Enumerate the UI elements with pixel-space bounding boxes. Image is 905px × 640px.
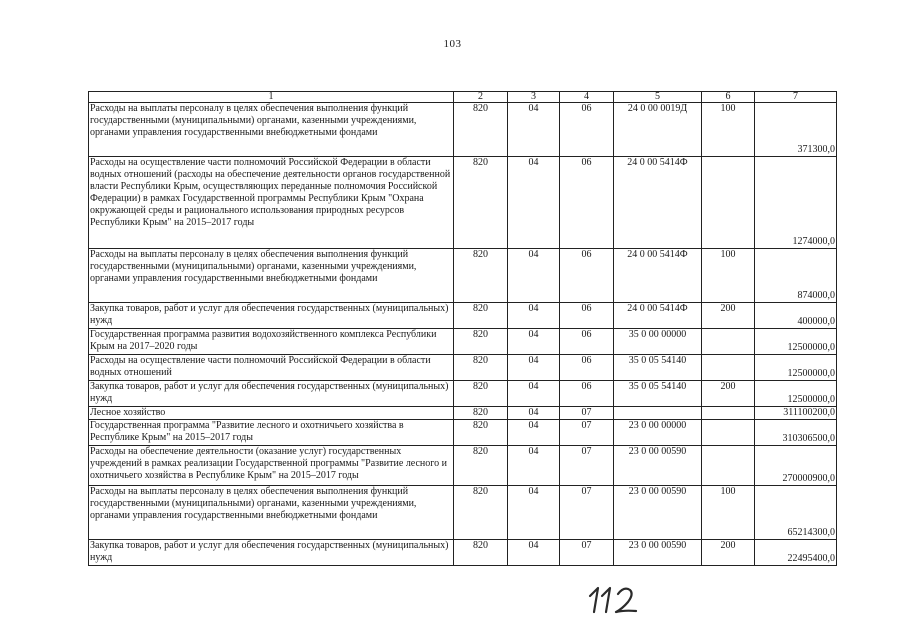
row-target-article-code: 24 0 00 0019Д [614, 103, 702, 157]
row-target-article-code [614, 407, 702, 420]
row-amount: 270000900,0 [755, 446, 837, 486]
row-subsection-code: 06 [560, 329, 614, 355]
row-target-article-code: 24 0 00 5414Ф [614, 157, 702, 249]
column-number-4: 4 [560, 92, 614, 103]
row-description: Расходы на выплаты персоналу в целях обеспечения выполнения функций государственными (муниципальными) органами, казенными учреждениями, органами управления государственными внебюджетными фондами [89, 103, 454, 157]
row-section-code: 04 [508, 303, 560, 329]
column-number-5: 5 [614, 92, 702, 103]
table-row [89, 407, 837, 420]
table-row [89, 249, 837, 303]
row-section-code: 04 [508, 420, 560, 446]
row-section-code: 04 [508, 407, 560, 420]
row-section-code: 04 [508, 249, 560, 303]
row-amount: 311100200,0 [755, 407, 837, 420]
row-description: Расходы на осуществление части полномочий Российской Федерации в области водных отношений [89, 355, 454, 381]
column-number-row [89, 92, 837, 103]
table-row [89, 420, 837, 446]
row-description: Расходы на обеспечение деятельности (оказание услуг) государственных учреждений в рамках реализации Государственной программы "Развитие лесного и охотничьего хозяйства в Республике Крым" на 2015–2017 годы [89, 446, 454, 486]
page-number: 103 [443, 38, 462, 50]
column-number-2: 2 [454, 92, 508, 103]
budget-table-body [89, 92, 837, 566]
table-row [89, 446, 837, 486]
column-number-1: 1 [89, 92, 454, 103]
row-section-code: 04 [508, 540, 560, 566]
table-row [89, 329, 837, 355]
row-expense-type-code [702, 446, 755, 486]
row-target-article-code: 24 0 00 5414Ф [614, 249, 702, 303]
row-ministry-code: 820 [454, 303, 508, 329]
row-target-article-code: 23 0 00 00590 [614, 486, 702, 540]
row-amount: 371300,0 [755, 103, 837, 157]
row-description: Закупка товаров, работ и услуг для обеспечения государственных (муниципальных) нужд [89, 381, 454, 407]
row-expense-type-code: 200 [702, 381, 755, 407]
row-description: Лесное хозяйство [89, 407, 454, 420]
row-description: Государственная программа развития водохозяйственного комплекса Республики Крым на 2017–2020 годы [89, 329, 454, 355]
row-expense-type-code [702, 355, 755, 381]
row-target-article-code: 23 0 00 00590 [614, 446, 702, 486]
row-expense-type-code [702, 157, 755, 249]
row-section-code: 04 [508, 355, 560, 381]
row-ministry-code: 820 [454, 355, 508, 381]
row-ministry-code: 820 [454, 329, 508, 355]
row-description: Расходы на выплаты персоналу в целях обеспечения выполнения функций государственными (муниципальными) органами, казенными учреждениями, органами управления государственными внебюджетными фондами [89, 486, 454, 540]
row-amount: 22495400,0 [755, 540, 837, 566]
row-expense-type-code: 100 [702, 249, 755, 303]
row-amount: 12500000,0 [755, 381, 837, 407]
row-ministry-code: 820 [454, 486, 508, 540]
row-ministry-code: 820 [454, 540, 508, 566]
row-expense-type-code [702, 407, 755, 420]
table-row [89, 103, 837, 157]
row-subsection-code: 07 [560, 486, 614, 540]
row-amount: 310306500,0 [755, 420, 837, 446]
table-row [89, 157, 837, 249]
row-description: Расходы на выплаты персоналу в целях обеспечения выполнения функций государственными (муниципальными) органами, казенными учреждениями, органами управления государственными внебюджетными фондами [89, 249, 454, 303]
budget-table [88, 91, 837, 566]
table-row [89, 486, 837, 540]
column-number-7: 7 [755, 92, 837, 103]
row-description: Расходы на осуществление части полномочий Российской Федерации в области водных отношений (расходы на обеспечение деятельности органов государственной власти Республики Крым, осуществляющих переданные полномочия Российской Федерации) в рамках Государственной программы Республики Крым "Охрана окружающей среды и рационального использования природных ресурсов Республики Крым" на 2015–2017 годы [89, 157, 454, 249]
row-subsection-code: 06 [560, 303, 614, 329]
row-subsection-code: 07 [560, 407, 614, 420]
row-expense-type-code [702, 329, 755, 355]
row-ministry-code: 820 [454, 249, 508, 303]
row-expense-type-code: 200 [702, 303, 755, 329]
row-amount: 1274000,0 [755, 157, 837, 249]
row-target-article-code: 35 0 05 54140 [614, 355, 702, 381]
row-description: Государственная программа "Развитие лесного и охотничьего хозяйства в Республике Крым" на 2015–2017 годы [89, 420, 454, 446]
row-subsection-code: 06 [560, 381, 614, 407]
row-target-article-code: 24 0 00 5414Ф [614, 303, 702, 329]
row-section-code: 04 [508, 103, 560, 157]
row-ministry-code: 820 [454, 420, 508, 446]
row-ministry-code: 820 [454, 381, 508, 407]
row-expense-type-code: 200 [702, 540, 755, 566]
row-section-code: 04 [508, 381, 560, 407]
row-ministry-code: 820 [454, 157, 508, 249]
table-row [89, 303, 837, 329]
row-amount: 400000,0 [755, 303, 837, 329]
row-target-article-code: 35 0 05 54140 [614, 381, 702, 407]
row-target-article-code: 35 0 00 00000 [614, 329, 702, 355]
row-section-code: 04 [508, 446, 560, 486]
row-amount: 12500000,0 [755, 355, 837, 381]
row-amount: 65214300,0 [755, 486, 837, 540]
row-amount: 12500000,0 [755, 329, 837, 355]
row-section-code: 04 [508, 486, 560, 540]
row-target-article-code: 23 0 00 00590 [614, 540, 702, 566]
row-expense-type-code: 100 [702, 486, 755, 540]
row-subsection-code: 07 [560, 420, 614, 446]
row-subsection-code: 06 [560, 249, 614, 303]
row-section-code: 04 [508, 329, 560, 355]
row-target-article-code: 23 0 00 00000 [614, 420, 702, 446]
row-description: Закупка товаров, работ и услуг для обеспечения государственных (муниципальных) нужд [89, 540, 454, 566]
table-row [89, 355, 837, 381]
row-subsection-code: 07 [560, 446, 614, 486]
column-number-3: 3 [508, 92, 560, 103]
row-amount: 874000,0 [755, 249, 837, 303]
table-row [89, 540, 837, 566]
row-ministry-code: 820 [454, 446, 508, 486]
row-subsection-code: 06 [560, 355, 614, 381]
row-ministry-code: 820 [454, 103, 508, 157]
row-subsection-code: 07 [560, 540, 614, 566]
row-ministry-code: 820 [454, 407, 508, 420]
row-expense-type-code: 100 [702, 103, 755, 157]
column-number-6: 6 [702, 92, 755, 103]
row-subsection-code: 06 [560, 157, 614, 249]
row-description: Закупка товаров, работ и услуг для обеспечения государственных (муниципальных) нужд [89, 303, 454, 329]
row-section-code: 04 [508, 157, 560, 249]
row-subsection-code: 06 [560, 103, 614, 157]
handwritten-page-number-mark [584, 582, 644, 618]
table-row [89, 381, 837, 407]
row-expense-type-code [702, 420, 755, 446]
